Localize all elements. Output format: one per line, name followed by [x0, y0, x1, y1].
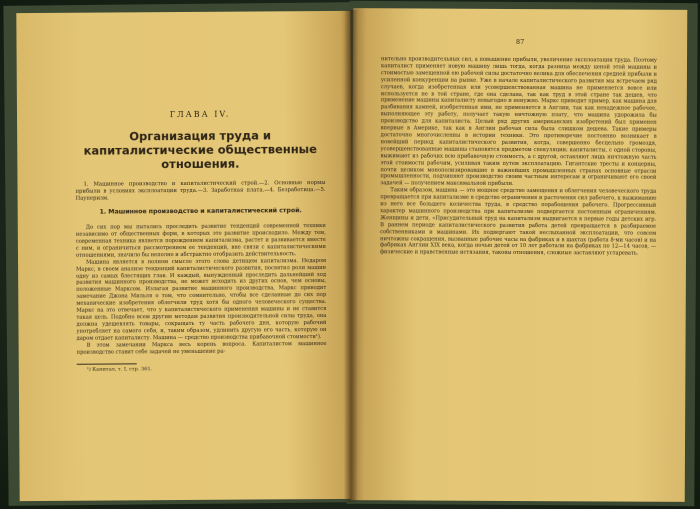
paragraph: Машина является в полном смысле этого слова детищем капитализма. Недаром Маркс, в своем анализе тенденций капиталистического развития, посвятил роли машин одну из самых блестящих глав. И каждый, вынужденный проследить дальнейший ход развития машинного производства, не может исходить из других основ, чем основы, положенные Марксом. Излагая развитие машинного производства, Маркс приводит замечание Джона Мильля о том, что сомнительно, чтобы все сделанные до сих пор механические изобретения облегчили труд хотя бы одного человеческого существа. Маркс на это отвечает, что у капиталистического применения машины и не ставится такая цель. Подобно всем другим методам развития производительной силы труда, она должна удешевлять товары, сокращать ту часть рабочего дня, которую рабочий употребляет на самого себя, и, таким образом, удлинить другую его часть, которую он даром отдает капиталисту. Машина — средство производства прибавочной стоимости¹).: [76, 257, 327, 342]
paragraph: нительно производительных сил, а повышение прибыли, увеличение эксплоатации труда. Поэтому капиталист применяет новую машину лишь тогда, когда разница между ценой этой машины и стоимостью замещенной ею рабочей силы достаточно велика для обеспечения средней прибыли и усиленной конкуренции на рынке. Уже в начале капиталистического развития мы встречаем ряд случаев, когда изобретенная или усовершенствованная машина не применяется вовсе или используется не в той стране, где она сделана, так как труд в этой стране так дешев, что применение машины капиталисту невыгодно и ненужно. Маркс приводит пример, как машина для разбивания камней, изобретенная ими, не применяется в Англии, так как ненадежное рабочее, выполняющее эту работу, получает такую ничтожную плату, что машина удорожила бы производство для капиталиста. Целый ряд других американских изобретений был применен впервые в Америке, так как в Англии рабочая сила была слишком дешева. Такие примеры достаточно многочисленны в истории техники. Это противоречие постоянно возникает в новейший период капиталистического развития, когда, совершенно бесцельно громоздя, усовершенствованные машины становятся предметом спекуляции; капиталисты, с одной стороны, выжимают из рабочих всю прибавочную стоимость, а с другой, оставляют лишь ничтожную часть этой стоимости рабочим, усиливая таким путем эксплоатацию. Гигантские тресты и концерны, почти целиком монополизировавшие в важнейших промышленных странах основные отрасли промышленности, подчиняют производство своим частным интересам и ограничивают его своей задачей — получением максимальной прибыли.: [380, 56, 658, 188]
footnote-divider: [77, 364, 137, 365]
chapter-label: ГЛАВА IV.: [169, 109, 231, 120]
paragraph: До сих пор мы пытались проследить развитие тенденций современной техники независимо от общественных форм, в которых это развитие происходило. Между тем, современная техника является порождением капитализма, растет и развивается вместе с ним, и ограничиться рассмотрением ее тенденций, вне связи с капиталистическими отношениями, значило бы неполно и абстрактно отобразить действительность.: [75, 223, 326, 259]
paragraph: Таким образом, машина — это мощное средство замещения и облегчения человеческого труда превращается при капитализме в средство ограничения и расточения сил рабочего, к выжиманию из него все большего количества труда, в средство порабощения рабочего. Прогрессивный характер машинного производства при капитализме подвергается постоянным ограничениям. Женщины и дети, «Присудительный труд на капитализм выдвигается в первые годы детских игр. В раннем периоде капиталистического развития работа детей превращается в разбираемое собственниками и машинами. Их подвергают такой неслыханной эксплоатации, что совсем ничтожны сокращения, вызванные рабочие часы на фабриках и в шахтах (работа 8-ми часов) и на фабриках Англии XIX века, когда ночью детей от 10 лет работали на фабриках по 12—14 часов, — физические и нравственные истязания, таковы отношения, сложные заставляют устаревать.: [379, 187, 657, 257]
right-page: [351, 8, 688, 502]
left-page: [16, 11, 353, 501]
section-heading: 1. Машинное производство и капиталистический строй.: [99, 207, 302, 216]
book-spine-gutter: [344, 10, 358, 502]
chapter-title: Организация труда и капиталистические общественные отношения.: [83, 128, 317, 172]
chapter-summary: 1. Машинное производство и капиталистический строй.—2. Основные нормы прибыли в условиях эксплоатации труда.—3. Заработная плата.—4. Безработица.—5. Пауперизм.: [75, 179, 326, 202]
paragraph: В этом замечании Маркса весь корень вопроса. Капиталистом машинное производство ставит себе задачей не уменьшение ра-: [76, 340, 327, 356]
page-number: 87: [515, 37, 525, 47]
footnote: ¹) Капитал, т. I, стр. 361.: [86, 366, 153, 374]
